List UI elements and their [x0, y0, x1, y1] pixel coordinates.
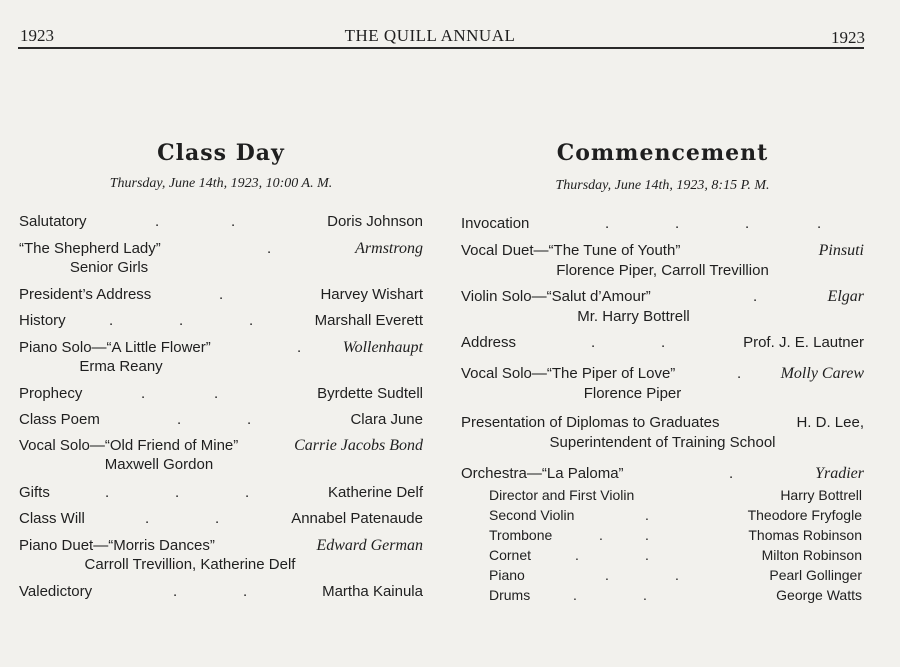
musician: Milton Robinson	[761, 547, 862, 563]
header-title: THE QUILL ANNUAL	[344, 26, 516, 45]
item-sub: Senior Girls	[69, 259, 149, 276]
program-item	[19, 537, 423, 557]
item-label: Orchestra—“La Paloma”	[461, 465, 624, 482]
item-label: Address	[461, 334, 517, 351]
item-label: Salutatory	[19, 213, 87, 230]
orchestra-row: Trombone . . Thomas Robinson	[489, 527, 862, 543]
orchestra-row: Piano . . Pearl Gollinger	[489, 567, 862, 583]
instrument: Second Violin	[489, 507, 575, 523]
program-item: Vocal Solo—“The Piper of Love” . Molly Carew	[461, 365, 864, 382]
program-item: Invocation . . . .	[461, 215, 822, 232]
item-label: Vocal Solo—“Old Friend of Mine”	[19, 437, 239, 454]
musician: George Watts	[776, 587, 862, 603]
item-composer: Edward German	[316, 537, 423, 554]
program-item: Class Will . . Annabel Patenaude	[19, 510, 423, 527]
instrument: Piano	[489, 567, 525, 583]
item-performer: Martha Kainula	[322, 583, 423, 600]
program-item: Gifts . . . Katherine Delf	[19, 484, 423, 501]
item-presenter: H. D. Lee,	[796, 414, 864, 431]
item-label: Valedictory	[19, 583, 93, 600]
item-performer: Clara June	[350, 411, 423, 428]
program-item: Address . . Prof. J. E. Lautner	[461, 334, 864, 351]
item-composer: Wollenhaupt	[342, 339, 423, 356]
item-performer: Katherine Delf	[327, 484, 423, 501]
musician: Thomas Robinson	[748, 527, 862, 543]
program-item: Violin Solo—“Salut d’Amour” . Elgar	[461, 288, 864, 305]
item-performer: Annabel Patenaude	[291, 510, 423, 527]
item-sub: Erma Reany	[79, 358, 163, 375]
item-composer: Yradier	[815, 465, 864, 482]
item-label: History	[19, 312, 66, 329]
orchestra-row	[489, 487, 862, 507]
instrument: Cornet	[489, 547, 532, 563]
item-label: Presentation of Diplomas to Graduates	[461, 414, 720, 431]
class-day-title: Class Day	[157, 140, 285, 166]
program-item: Piano Solo—“A Little Flower” . Wollenhaupt	[19, 339, 423, 356]
item-performer: Doris Johnson	[327, 213, 423, 230]
item-composer: Pinsuti	[818, 242, 864, 259]
instrument: Trombone	[489, 527, 553, 543]
item-performer: Prof. J. E. Lautner	[743, 334, 864, 351]
musician: Theodore Fryfogle	[747, 507, 862, 523]
program-item	[461, 414, 864, 434]
item-sub: Carroll Trevillion, Katherine Delf	[84, 556, 296, 573]
item-performer: Harvey Wishart	[320, 286, 423, 303]
program-item: Prophecy . . Byrdette Sudtell	[19, 385, 423, 402]
item-performer: Byrdette Sudtell	[317, 385, 423, 402]
item-label: Prophecy	[19, 385, 83, 402]
item-label: Invocation	[461, 215, 530, 232]
program-item: History . . . Marshall Everett	[19, 312, 423, 329]
item-composer: Elgar	[827, 288, 864, 305]
header-rule	[18, 47, 864, 49]
item-label: Vocal Solo—“The Piper of Love”	[461, 365, 676, 382]
item-sub: Florence Piper	[583, 385, 682, 402]
program-item	[19, 437, 423, 457]
musician: Harry Bottrell	[780, 487, 862, 503]
item-label: Piano Duet—“Morris Dances”	[19, 537, 215, 554]
item-composer: Armstrong	[355, 240, 423, 257]
item-sub: Mr. Harry Bottrell	[577, 308, 690, 325]
program-item: Orchestra—“La Paloma” . Yradier	[461, 465, 864, 482]
item-composer: Molly Carew	[780, 365, 864, 382]
program-item: Salutatory . . Doris Johnson	[19, 213, 423, 230]
instrument: Drums	[489, 587, 531, 603]
program-item: President’s Address . Harvey Wishart	[19, 286, 423, 303]
program-item: Class Poem . . Clara June	[19, 411, 423, 428]
musician: Pearl Gollinger	[769, 567, 862, 583]
header-year-right: 1923	[831, 28, 865, 47]
item-sub: Florence Piper, Carroll Trevillion	[556, 262, 769, 279]
item-performer: Marshall Everett	[314, 312, 423, 329]
item-label: Vocal Duet—“The Tune of Youth”	[461, 242, 681, 259]
item-label: Violin Solo—“Salut d’Amour”	[461, 288, 651, 305]
orchestra-row: Second Violin . Theodore Fryfogle	[489, 507, 862, 523]
item-composer: Carrie Jacobs Bond	[294, 437, 423, 454]
program-item: Valedictory . . Martha Kainula	[19, 583, 423, 600]
orchestra-row: Drums . . George Watts	[489, 587, 862, 603]
item-label: Class Will	[19, 510, 85, 527]
class-day-subtitle: Thursday, June 14th, 1923, 10:00 A. M.	[109, 176, 333, 191]
item-label: Class Poem	[19, 411, 100, 428]
header-year-left: 1923	[20, 26, 54, 45]
item-label: “The Shepherd Lady”	[19, 240, 161, 257]
item-label: Piano Solo—“A Little Flower”	[19, 339, 211, 356]
commencement-subtitle: Thursday, June 14th, 1923, 8:15 P. M.	[555, 178, 770, 193]
item-label: President’s Address	[19, 286, 152, 303]
item-sub: Maxwell Gordon	[104, 456, 214, 473]
item-label: Gifts	[19, 484, 50, 501]
program-item: “The Shepherd Lady” . Armstrong	[19, 240, 423, 257]
commencement-title: Commencement	[556, 140, 769, 166]
orchestra-row: Cornet . . Milton Robinson	[489, 547, 862, 563]
item-sub: Superintendent of Training School	[549, 434, 776, 451]
program-item	[461, 242, 864, 262]
instrument: Director and First Violin	[489, 487, 635, 503]
